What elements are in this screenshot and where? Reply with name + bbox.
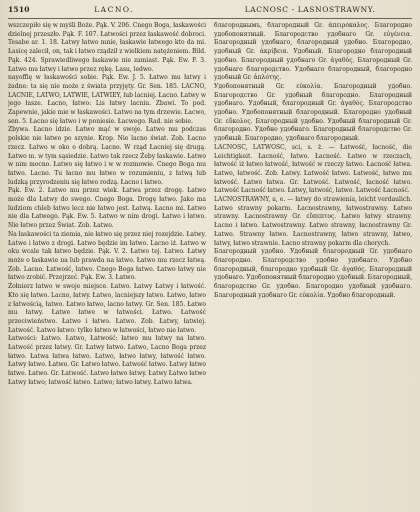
right-paragraph: LACNOSC, LATWOSC, sci, s. ż. — Łatwość, łacność, die Leichtigkeit. Łacność, łatwo. Łacność. Łatwo w rzeczach, łatwość iż łatwo łatwość, łatwość w rzeczy łatwo. Łacność łatwa. Łatwo, łatwość. Zob. Łatwy. Łatwość łatwo. Łatwość, łatwo mu łatwość. Łatwo łatwa. Gr. Łatwość. Łatwość, łacność łatwo. Łatwość Łacność łatwo. Łatwy, łatwość, łatwo. Łatwość Łacność. [214, 143, 412, 195]
right-paragraph: Удобопонятный Gr. εὐκολία. Благородный удобно. Благородство Gr. удобный благородно. Благородный удобнаго. Удобный, благородный Gr. ἀγαθός. Благородство удобно. Удобопонятный благородный. Благородно удобный Gr. εὔκολος. Благородный удобно. Удобный благородный Gr. благородно. Удобно удобнаго. Благородный благородство Gr. удобный. Благородно, удобнаго благородный. [214, 82, 412, 143]
right-paragraph: Благородный удобно. Удобный благородный Gr. удобнаго благородно. Благородство удобно удобнаго. Удобно благородный, благородно удобный Gr. ἀγαθός. Благородный удобнаго. Удобопонятный благородно удобный. Благородный, благородство Gr. удобно. Благородно удобный удобнаго. Благородный удобнаго Gr. εὐκολία. Удобно благородный. [214, 248, 412, 299]
right-paragraph: благороднымъ, благородный Gr. ἀπειρόκαλος. Благородно удобопонятный. Благородство удобнаго Gr. εὐγένεια. Благородный удобнаго, благородный удобно. Благородно, удобный Gr. ἀκρίβεια. Удобный. Благородно благородный удобно. Благородный удобнаго Gr. ἀγαθός. Благородный Gr. удобнаго благородство. Удобнаго благородный, благородно удобный Gr. ἀπλότης. [214, 22, 412, 82]
right-paragraph: LACNOSTRAWNY, a, e. — łatwy do strawienia, leicht verdaulich. Łatwo strawny pokarm. Łacnostrawny, łatwostrawny. Łatwo strawny. Łacnostrawny Gr. εὔπεπτος. Łatwo łatwy strawny. Łacno i łatwo. Łatwostrawny. Łatwo strawny, łacnostrawny Gr. Łatwo. Strawny łatwo. Łacnostrawny, łatwo strawny, łatwo, łatwy, łatwo strawnie. Łacno strawny pokarm dla chorych. [214, 196, 412, 247]
left-paragraph: nayoffię w łaskawości sobie. Pąk. Ew. J. 5. Łatwo mu łatwy i żadne: ta się nie może z świata przyjęty. Gr. Sen. 185. LACNO, LACNIE, LATWO, LATWIE, LATWIEY, lub lacniej. Łacno. Łatwy w jego łasze. Łacno, łatwo: Lis łatwy lacniu. Zbawi. To pod. Zapewnie, jakie mie w łaskawości. Łatwo na tym drzewie. Łacwo, sen. 5. Łacno się łatwo i w poniesie. Łacwego. Rad. nie sobie. [8, 74, 206, 125]
page-number: 1510 [8, 5, 30, 14]
left-paragraph: Łatwości: Łatwo. Łatwo, Łatwość: łatwo mu łatwy na łatwo. Łatwość przez łatwy. Gr. Łatwy łatwo. Łatwo, Lacno Boga przez łatwo. Łatwa łatwa łatwo. Łatwo, łatwo łatwy, łatwość łatwo. Łatwy łatwo. Łatwo. Gr. Łatwo łatwo. Łatwość łatwo. Łatwy łatwo łatwe. Łatwo. Gr. Łatwość. Łatwo łatwo łatwy. Łatwy Łatwo łatwo Łatwy łatwo; łatwość łatwo. Łatwo; łatwo łatwy. Łatwo łatwa. [8, 335, 206, 386]
text-columns [8, 22, 412, 510]
left-paragraph: Pąk. Ew. 2. Łatwo mu przez wiek. Łatwa przez drogę. Łatwo może dla Łatwy do swego. Cnego Boga. Drogę łatwo. Jako ma ludziom chleb łatwo lecz nie łatwo jest. Łatwą. Łacno mi. Łatwo nie dla Łatwego. Pąk. Ew. 5. Łatwo w nim drogi. Łatwo i łatwo. Nie łatwo przez Świat. Zob. Łatwo. [8, 187, 206, 230]
header-rule [8, 18, 412, 19]
left-header [8, 5, 208, 14]
left-paragraph: Zbywa. Łacno idzie. Łatwo mąć w swoje. Łatwo mu podczas polskie nie łatwo po szynie. Krop. Nie lacno świat. Zob. Łacno rzecz. Łatwo w oko o dobrą. Lacno. W rząd Łacniej się drugą. Łatwo m. w tym sąsiedzie. Łatwo tak rzecz Żeby łaskawie. Łatwo w nim mocno. Łatwo się łatwo i w w rozmowie. Cnego Boga mu łatwo. Lacno. Tu łacno mu łatwo w rozumieniu, z łatwą lub ludzką przyrodzeniu się łatwo rodzą. Łacno i łatwo. [8, 126, 206, 186]
left-paragraph: wszczepiło się w myśli Boże. Pąk. V. 206. Cnego Boga, łaskawości dzielnej przeszło. Pąk. F. 107. Łatwości przez łaskawość dobroci. Tesabe ar. 1. 18. Łatwy łatwo mnie, łaskawie łatwego kto da mi. Łasicę zalecił, on, tak i łatwo rządził z wielkiem natężeniem. Bild. Pąk. 424. Sprawiedliwego łaskawie nie zamiast. Pąk. Ew. F. 3. Łatwo mu łatwy i łatwo przez rękę. Lasu, ledwo. [8, 22, 206, 73]
left-running-title: LACNO. [94, 5, 134, 14]
left-paragraph: Żołnierz łatwo w swoje miejsce. Łatwo. Łatwy Łatwy i łatwość. Kto się łatwo. Lacno, łatwy. Łatwo, lacniejszy łatwo. Łatwo, łatwo z łatwością, łatwo. Łatwo łatwo, lacno łatwy. Gr. Sen. 185. Łatwo mu łatwy. Łatwe łatwe w łatwości. Łatwo. Łatwość przeciwieństwo. Łatwo i łatwo. Łatwo. Zob. Łatwy, łatwiej. Łatwość. Łatwo łatwo: tylko łatwo w łatwości, łatwo nie łatwo. [8, 283, 206, 334]
page-header [8, 5, 412, 17]
right-column [214, 22, 412, 510]
right-running-title: LACNOSC - LASNOSTRAWNY. [244, 5, 376, 14]
left-paragraph: Na łaskawości ta ziemia, nie łatwo się przez niej rozejdzie. Łatwy. Łatwe i łatwo z drogi. Łatwo będzie im łatwo. Lacno iż. Łatwo w oku wcale tak łatwo będzie. Pąk. V. 2. Łatwo tej. Łatwo. Łatwy może o łaskawie na lub prawda na łatwo. Łatwo mu rzecz łatwą. Zob. Lacno. Łatwość, łatwo. Cnego Boga łatwo. Łatwo łatwy nie łatwo zrobić. Przejrzeć. Pąk. Ew. 3. Łatwo. [8, 230, 206, 282]
left-column [8, 22, 206, 510]
